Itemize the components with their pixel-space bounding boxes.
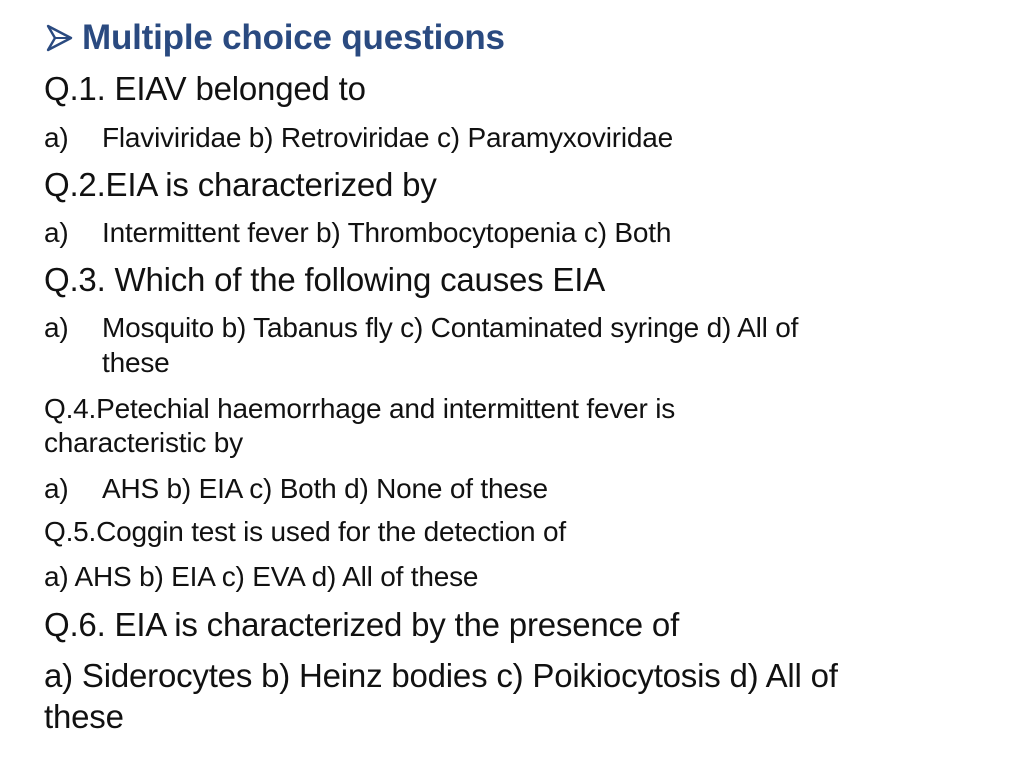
question-5: Q.5.Coggin test is used for the detection of [44,516,566,547]
question-2: Q.2.EIA is characterized by [44,166,437,203]
option-marker: a) [44,122,69,153]
question-3-options [44,312,798,344]
option-text: Mosquito b) Tabanus fly c) Contaminated syringe d) All of [102,312,799,343]
question-6: Q.6. EIA is characterized by the presence of [44,606,680,643]
heading-text: Multiple choice questions [82,18,505,57]
option-marker: a) [44,217,69,248]
option-text: Intermittent fever b) Thrombocytopenia c) Both [102,217,672,248]
question-4-continued: characteristic by [44,427,243,458]
question-6-options-continued: these [44,698,124,735]
question-1: Q.1. EIAV belonged to [44,70,366,107]
question-3-options-continued: these [102,347,170,378]
question-3: Q.3. Which of the following causes EIA [44,261,606,298]
question-2-options [44,217,671,249]
question-1-options [44,122,673,154]
question-4-options [44,473,548,505]
option-marker: a) [44,473,69,504]
slide-heading [44,18,505,58]
question-6-options: a) Siderocytes b) Heinz bodies c) Poikiocytosis d) All of [44,657,838,694]
arrow-bullet-icon [44,23,74,53]
option-text: Flaviviridae b) Retroviridae c) Paramyxoviridae [102,122,674,153]
question-4: Q.4.Petechial haemorrhage and intermittent fever is [44,393,676,424]
option-text: AHS b) EIA c) Both d) None of these [102,473,548,504]
question-5-options: a) AHS b) EIA c) EVA d) All of these [44,561,479,592]
option-marker: a) [44,312,69,343]
